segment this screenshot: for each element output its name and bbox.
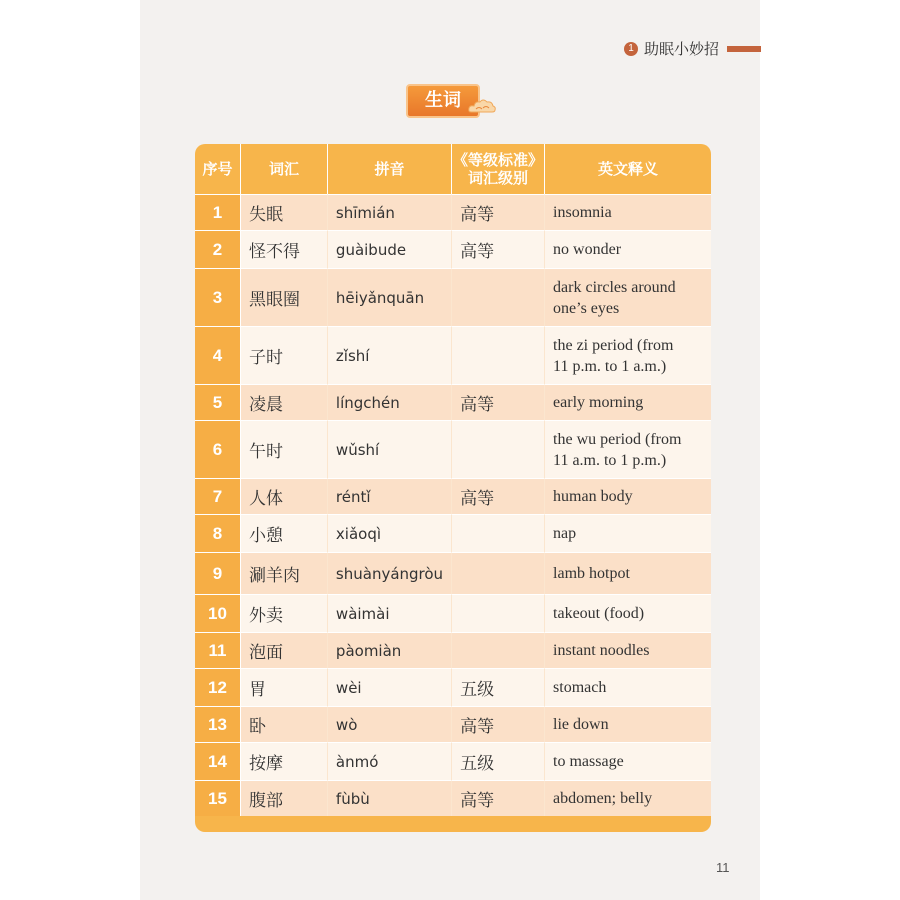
row-number: 2 — [195, 230, 241, 268]
row-english — [545, 552, 711, 594]
table-row — [195, 478, 711, 514]
chapter-title: 助眠小妙招 — [643, 40, 719, 58]
header-no: 序号 — [195, 144, 241, 194]
header-level-line1: 《等级标准》 — [453, 151, 544, 169]
row-word: 外卖 — [241, 594, 328, 632]
row-number: 15 — [195, 780, 241, 816]
table-row — [195, 326, 711, 384]
row-number: 14 — [195, 742, 241, 780]
row-english — [545, 706, 711, 742]
row-english — [545, 668, 711, 706]
header-word: 词汇 — [241, 144, 328, 194]
row-number: 8 — [195, 514, 241, 552]
row-word: 凌晨 — [241, 384, 328, 420]
row-word: 泡面 — [241, 632, 328, 668]
row-pinyin: shīmián — [328, 194, 452, 230]
row-english — [545, 420, 711, 478]
table-row — [195, 632, 711, 668]
row-number: 7 — [195, 478, 241, 514]
chapter-number-badge: 1 — [624, 42, 638, 56]
row-level: 高等 — [452, 230, 545, 268]
row-word: 小憩 — [241, 514, 328, 552]
row-number: 13 — [195, 706, 241, 742]
row-english-line1: early morning — [553, 394, 644, 411]
row-pinyin: wàimài — [328, 594, 452, 632]
row-pinyin: wò — [328, 706, 452, 742]
row-english-line2: 11 a.m. to 1 p.m.) — [553, 451, 667, 469]
row-english — [545, 478, 711, 514]
table-row — [195, 780, 711, 816]
page-number: 11 — [716, 860, 730, 875]
row-word: 卧 — [241, 706, 328, 742]
table-row — [195, 268, 711, 326]
row-word: 失眠 — [241, 194, 328, 230]
chapter-header — [624, 38, 761, 59]
row-word: 涮羊肉 — [241, 552, 328, 594]
row-level — [452, 268, 545, 326]
row-word: 腹部 — [241, 780, 328, 816]
row-english — [545, 230, 711, 268]
row-english-line1: to massage — [553, 753, 624, 770]
row-pinyin: zǐshí — [328, 326, 452, 384]
row-english — [545, 742, 711, 780]
row-pinyin: guàibude — [328, 230, 452, 268]
row-english-line1: instant noodles — [553, 642, 650, 659]
table-row — [195, 194, 711, 230]
row-english-line1: stomach — [553, 679, 607, 696]
row-english — [545, 514, 711, 552]
vocabulary-table-container — [195, 144, 711, 832]
row-word: 人体 — [241, 478, 328, 514]
row-english — [545, 268, 711, 326]
row-level — [452, 326, 545, 384]
row-number: 4 — [195, 326, 241, 384]
row-english-line1: abdomen; belly — [553, 790, 653, 807]
table-row — [195, 742, 711, 780]
table-row — [195, 420, 711, 478]
row-word: 黑眼圈 — [241, 268, 328, 326]
cloud-decoration-icon — [468, 98, 496, 114]
row-pinyin: pàomiàn — [328, 632, 452, 668]
table-header-row — [195, 144, 711, 194]
row-number: 10 — [195, 594, 241, 632]
row-level — [452, 420, 545, 478]
row-pinyin: shuànyángròu — [328, 552, 452, 594]
row-level: 高等 — [452, 194, 545, 230]
row-number: 3 — [195, 268, 241, 326]
table-row — [195, 706, 711, 742]
row-level: 高等 — [452, 384, 545, 420]
row-level: 五级 — [452, 742, 545, 780]
row-english-line1: dark circles around — [553, 278, 676, 296]
row-english-line1: no wonder — [553, 241, 622, 258]
row-pinyin: fùbù — [328, 780, 452, 816]
vocabulary-table — [195, 144, 711, 816]
row-word: 胃 — [241, 668, 328, 706]
row-number: 1 — [195, 194, 241, 230]
book-page — [140, 0, 760, 900]
row-pinyin: ànmó — [328, 742, 452, 780]
row-pinyin: hēiyǎnquān — [328, 268, 452, 326]
row-level — [452, 594, 545, 632]
row-english-line1: human body — [553, 488, 633, 505]
row-pinyin: xiǎoqì — [328, 514, 452, 552]
row-english — [545, 194, 711, 230]
row-number: 11 — [195, 632, 241, 668]
row-english-line1: nap — [553, 525, 577, 542]
row-pinyin: língchén — [328, 384, 452, 420]
table-row — [195, 514, 711, 552]
row-english-line1: lamb hotpot — [553, 565, 630, 582]
row-pinyin: wǔshí — [328, 420, 452, 478]
row-level: 五级 — [452, 668, 545, 706]
row-english — [545, 632, 711, 668]
row-level — [452, 632, 545, 668]
header-english: 英文释义 — [598, 160, 659, 178]
row-word: 子时 — [241, 326, 328, 384]
table-row — [195, 552, 711, 594]
row-level — [452, 514, 545, 552]
row-english-line1: the wu period (from — [553, 430, 682, 448]
table-row — [195, 668, 711, 706]
row-level: 高等 — [452, 478, 545, 514]
table-row — [195, 594, 711, 632]
row-word: 怪不得 — [241, 230, 328, 268]
row-english — [545, 384, 711, 420]
row-english — [545, 594, 711, 632]
table-row — [195, 230, 711, 268]
section-title-tag — [406, 84, 496, 118]
row-english-line2: 11 p.m. to 1 a.m.) — [553, 357, 667, 375]
row-pinyin: réntǐ — [328, 478, 452, 514]
row-english-line1: takeout (food) — [553, 605, 645, 622]
row-number: 9 — [195, 552, 241, 594]
header-level — [452, 144, 545, 194]
header-level-line2: 词汇级别 — [468, 169, 529, 187]
section-title: 生词 — [406, 84, 480, 118]
header-pinyin: 拼音 — [328, 144, 452, 194]
table-row — [195, 384, 711, 420]
chapter-accent-bar — [727, 46, 761, 52]
row-level: 高等 — [452, 780, 545, 816]
row-number: 5 — [195, 384, 241, 420]
row-word: 午时 — [241, 420, 328, 478]
row-english-line2: one’s eyes — [553, 299, 620, 317]
row-number: 6 — [195, 420, 241, 478]
row-english-line1: the zi period (from — [553, 336, 674, 354]
row-english-line1: lie down — [553, 716, 609, 733]
row-english-line1: insomnia — [553, 204, 612, 221]
row-word: 按摩 — [241, 742, 328, 780]
row-number: 12 — [195, 668, 241, 706]
row-pinyin: wèi — [328, 668, 452, 706]
row-level: 高等 — [452, 706, 545, 742]
row-level — [452, 552, 545, 594]
row-english — [545, 326, 711, 384]
row-english — [545, 780, 711, 816]
